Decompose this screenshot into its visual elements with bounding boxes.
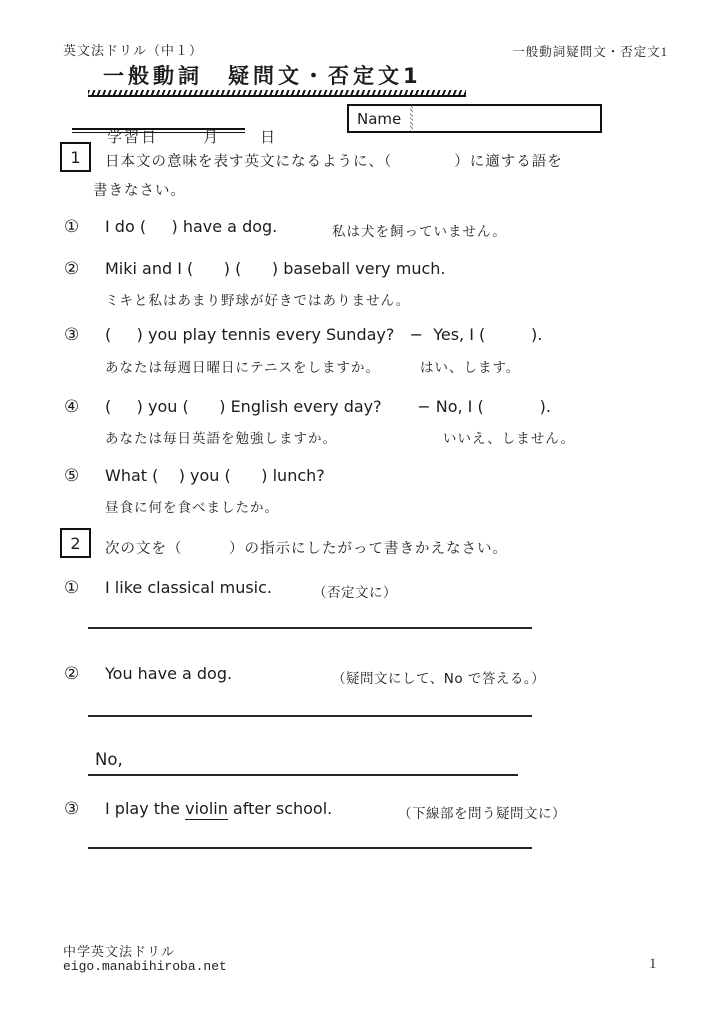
- title-underline: [88, 90, 466, 97]
- item-number: ①: [64, 578, 80, 598]
- page-number: 1: [649, 956, 657, 972]
- item-number: ⑤: [64, 466, 80, 486]
- english-sentence: I like classical music.: [105, 578, 273, 597]
- english-sentence: ( ) you play tennis every Sunday? − Yes, I ( ).: [105, 325, 543, 344]
- name-label: Name: [357, 110, 402, 128]
- english-sentence: ( ) you ( ) English every day? − No, I ( ).: [105, 397, 551, 416]
- answer-line[interactable]: [88, 774, 518, 776]
- english-sentence: You have a dog.: [105, 664, 233, 683]
- footer-site-name: 中学英文法ドリル: [63, 944, 176, 959]
- item-number: ③: [64, 325, 80, 345]
- answer-line[interactable]: [88, 847, 532, 849]
- japanese-translation: あなたは毎日英語を勉強しますか。: [105, 431, 337, 447]
- section2-instruction: 次の文を（ ）の指示にしたがって書きかえなさい。: [105, 541, 508, 557]
- english-part: after school.: [227, 799, 333, 818]
- footer-site-url: eigo.manabihiroba.net: [63, 959, 227, 974]
- section1-instruction-line2: 書きなさい。: [93, 183, 186, 199]
- underlined-word: violin: [185, 799, 228, 818]
- day-label: 日: [260, 128, 278, 146]
- rewrite-note: （疑問文にして、No で答える。）: [332, 671, 546, 687]
- item-number: ①: [64, 217, 80, 237]
- japanese-translation: 私は犬を飼っていません。: [332, 224, 507, 240]
- name-box: [347, 104, 602, 133]
- item-number: ④: [64, 397, 80, 417]
- japanese-translation: あなたは毎週日曜日にテニスをしますか。: [105, 360, 380, 376]
- rewrite-note: （否定文に）: [313, 585, 397, 601]
- section1-instruction-line1: 日本文の意味を表す英文になるように、（ ）に適する語を: [105, 154, 563, 170]
- item-number: ③: [64, 799, 80, 819]
- japanese-translation: 昼食に何を食べましたか。: [105, 500, 279, 516]
- answer-prefix-no: No,: [95, 750, 123, 769]
- english-sentence: [105, 799, 332, 818]
- answer-line[interactable]: [88, 627, 532, 629]
- item-number: ②: [64, 259, 80, 279]
- header-doc-ref: 一般動詞疑問文・否定文1: [512, 45, 668, 59]
- study-date-underline: [72, 128, 245, 133]
- section1-box: [60, 142, 91, 172]
- header-doc-label: 英文法ドリル（中１）: [63, 43, 204, 58]
- japanese-answer-translation: はい、します。: [420, 360, 521, 376]
- rewrite-note: （下線部を問う疑問文に）: [398, 806, 566, 822]
- japanese-translation: ミキと私はあまり野球が好きではありません。: [105, 293, 411, 309]
- study-date-label: 学習日: [107, 128, 159, 146]
- japanese-answer-translation: いいえ、しません。: [443, 431, 576, 447]
- section2-number: 2: [70, 533, 81, 553]
- page-title: 一般動詞 疑問文・否定文1: [103, 64, 422, 88]
- section1-number: 1: [70, 147, 81, 167]
- english-sentence: What ( ) you ( ) lunch?: [105, 466, 325, 485]
- section2-box: [60, 528, 91, 558]
- english-sentence: I do ( ) have a dog.: [105, 217, 278, 236]
- item-number: ②: [64, 664, 80, 684]
- english-part: I play the: [105, 799, 186, 818]
- name-input-area[interactable]: [413, 106, 600, 131]
- english-sentence: Miki and I ( ) ( ) baseball very much.: [105, 259, 446, 278]
- answer-line[interactable]: [88, 715, 532, 717]
- month-label: 月: [203, 128, 221, 146]
